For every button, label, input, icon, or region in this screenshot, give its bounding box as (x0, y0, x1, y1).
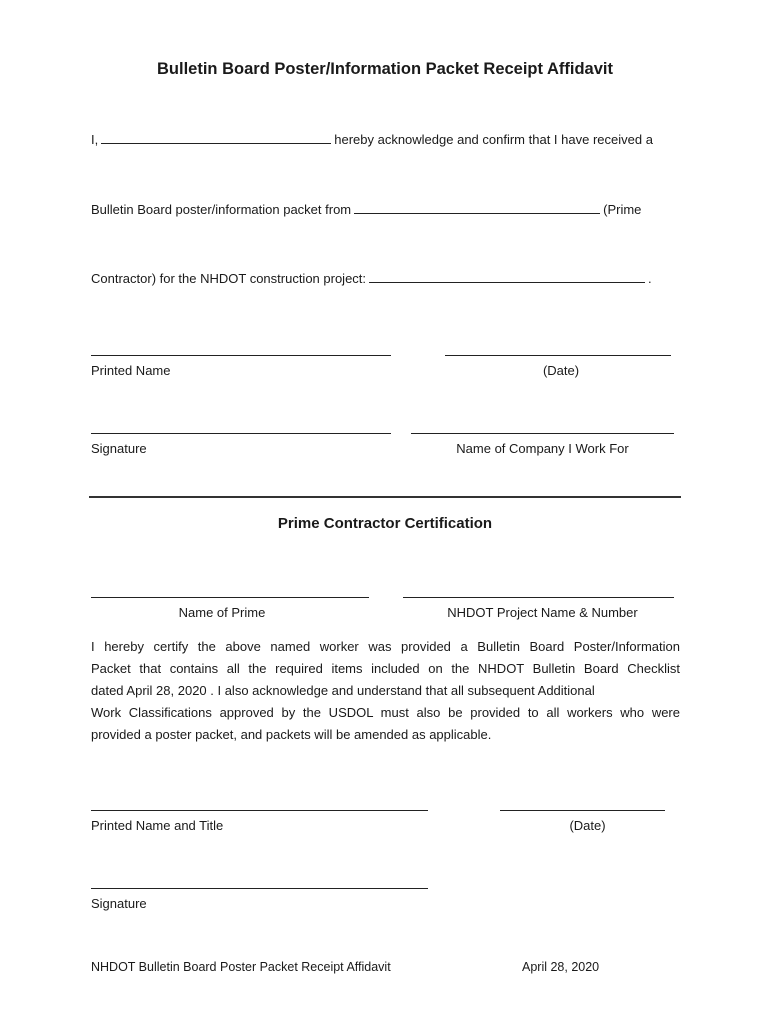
date-label-2: (Date) (569, 818, 606, 833)
footer-left: NHDOT Bulletin Board Poster Packet Receipt Affidavit (91, 960, 391, 974)
line1-prefix: I, (91, 132, 99, 147)
prime-contractor-blank[interactable] (354, 203, 600, 214)
signature-label-2: Signature (91, 896, 147, 911)
line2-prefix: Bulletin Board poster/information packet from (91, 202, 352, 217)
certification-paragraph (91, 636, 680, 746)
date-line-2[interactable] (500, 810, 665, 811)
date-label-1: (Date) (542, 363, 580, 378)
project-label: NHDOT Project Name & Number (447, 605, 638, 620)
printed-name-line[interactable] (91, 355, 391, 356)
name-of-prime-line[interactable] (91, 597, 369, 598)
cert-line-2: Packet that contains all the required items included on the NHDOT Bulletin Board Checklist (91, 661, 680, 676)
company-label: Name of Company I Work For (456, 441, 629, 456)
acknowledge-line-1 (91, 132, 653, 147)
printed-name-title-line[interactable] (91, 810, 428, 811)
acknowledge-line-2 (91, 202, 641, 217)
worker-name-blank[interactable] (101, 133, 331, 144)
printed-name-title-label: Printed Name and Title (91, 818, 224, 833)
cert-line-4: Work Classifications approved by the USDOL must also be provided to all workers who were (91, 705, 680, 720)
printed-name-label: Printed Name (91, 363, 171, 378)
certification-title: Prime Contractor Certification (277, 515, 493, 532)
section-divider (89, 496, 681, 498)
signature-line-2[interactable] (91, 888, 428, 889)
footer-date: April 28, 2020 (522, 960, 600, 974)
cert-line-3: dated April 28, 2020 . I also acknowledge and understand that all subsequent Additional (91, 683, 595, 698)
project-blank[interactable] (369, 272, 645, 283)
cert-line-5: provided a poster packet, and packets will be amended as applicable. (91, 727, 492, 742)
line3-prefix: Contractor) for the NHDOT construction project: (91, 271, 367, 286)
signature-line-1[interactable] (91, 433, 391, 434)
line3-suffix: . (648, 271, 652, 286)
project-line[interactable] (403, 597, 674, 598)
signature-label-1: Signature (91, 441, 147, 456)
acknowledge-line-3 (91, 271, 652, 286)
company-line[interactable] (411, 433, 674, 434)
document-title: Bulletin Board Poster/Information Packet Receipt Affidavit (157, 60, 613, 78)
line1-suffix: hereby acknowledge and confirm that I have received a (334, 132, 653, 147)
date-line-1[interactable] (445, 355, 671, 356)
line2-suffix: (Prime (603, 202, 642, 217)
name-of-prime-label: Name of Prime (178, 605, 266, 620)
cert-line-1: I hereby certify the above named worker was provided a Bulletin Board Poster/Information (91, 639, 680, 654)
